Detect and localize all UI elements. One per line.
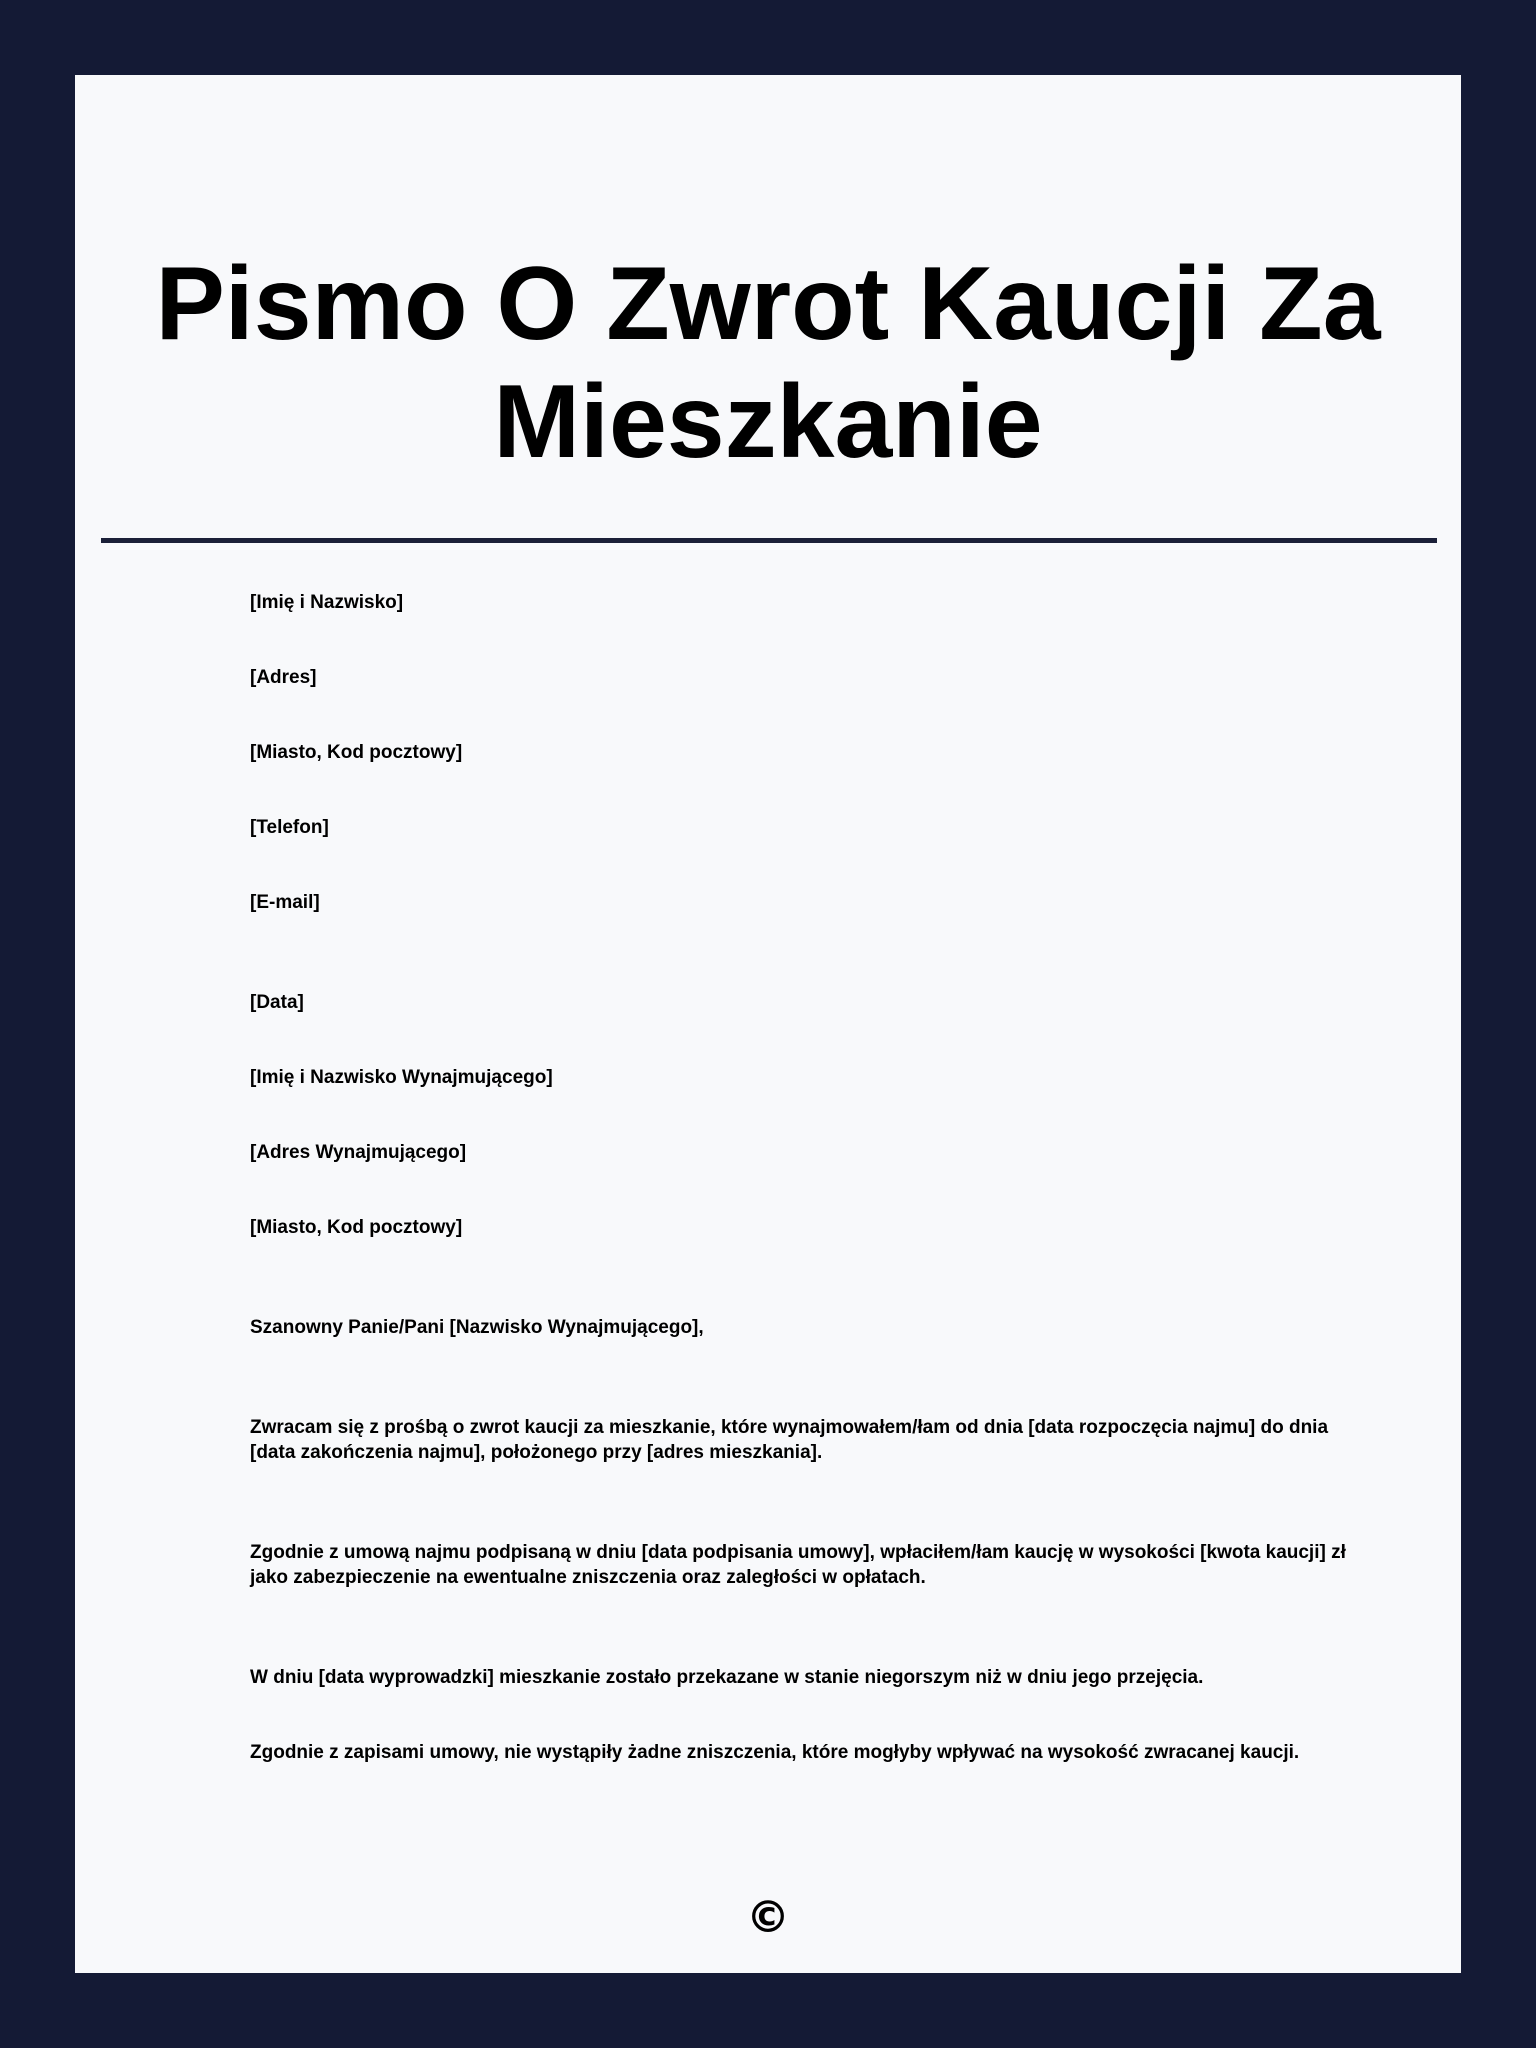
paragraph: Zwracam się z prośbą o zwrot kaucji za mieszkanie, które wynajmowałem/łam od dnia [data rozpoczęcia najmu] do dnia [data zakończenia najmu], położonego przy [adres mieszkania]. (250, 1417, 1329, 1463)
sender-phone: [Telefon] (250, 817, 329, 838)
paragraph: W dniu [data wyprowadzki] mieszkanie zostało przekazane w stanie niegorszym niż w dniu jego przejęcia. (250, 1667, 1204, 1688)
sender-address: [Adres] (250, 667, 317, 688)
sender-email: [E-mail] (250, 892, 320, 913)
copyright-icon: © (746, 1892, 790, 1943)
sender-name: [Imię i Nazwisko] (250, 592, 404, 613)
sender-city: [Miasto, Kod pocztowy] (250, 742, 463, 763)
recipient-city: [Miasto, Kod pocztowy] (250, 1217, 463, 1238)
letter-date: [Data] (250, 992, 304, 1013)
paragraph: Zgodnie z umową najmu podpisaną w dniu [data podpisania umowy], wpłaciłem/łam kaucję w wysokości [kwota kaucji] zł jako zabezpieczenie na ewentualne zniszczenia oraz zaległości w opłatach. (250, 1542, 1346, 1588)
paragraph: Zgodnie z zapisami umowy, nie wystąpiły żadne zniszczenia, które mogłyby wpływać na wysokość zwracanej kaucji. (250, 1742, 1300, 1763)
recipient-name: [Imię i Nazwisko Wynajmującego] (250, 1067, 553, 1088)
title-divider (101, 538, 1437, 543)
salutation: Szanowny Panie/Pani [Nazwisko Wynajmującego], (250, 1317, 704, 1338)
recipient-address: [Adres Wynajmującego] (250, 1142, 467, 1163)
document-title: Pismo O Zwrot Kaucji Za Mieszkanie (155, 246, 1381, 480)
document-page (75, 75, 1461, 1973)
